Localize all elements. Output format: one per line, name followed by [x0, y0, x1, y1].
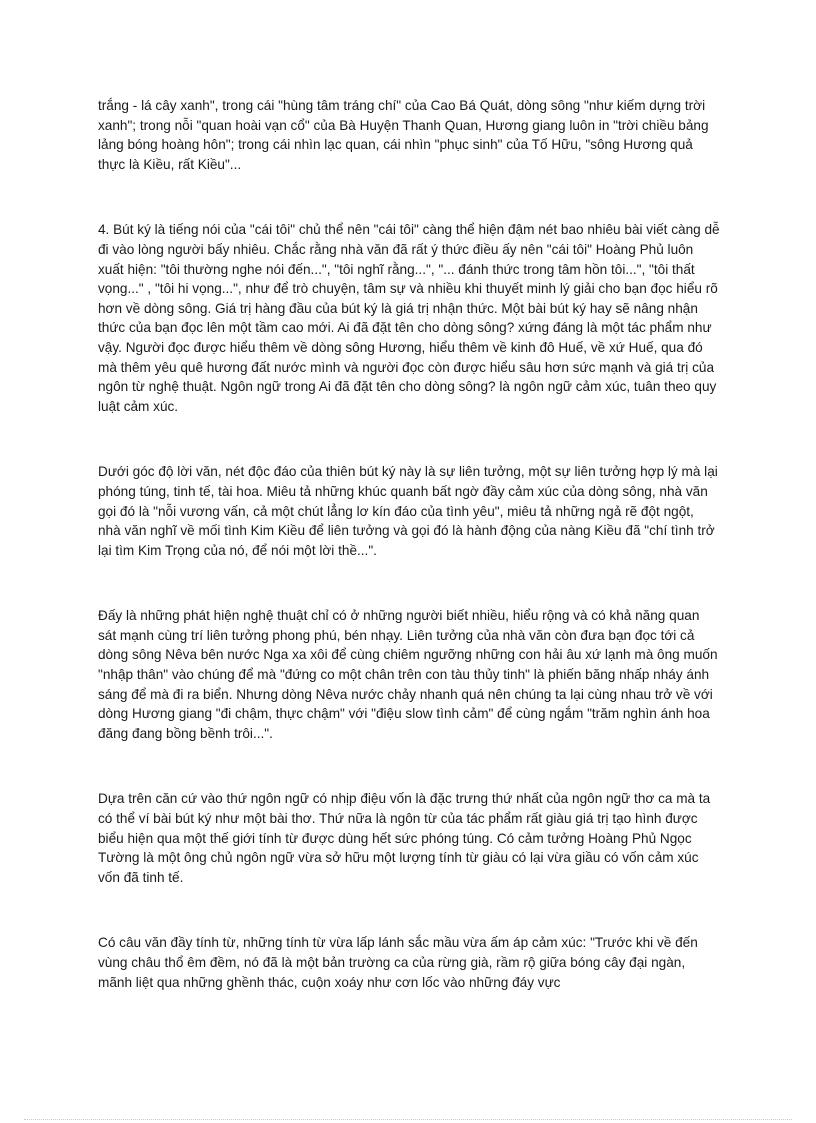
paragraph-4: Đấy là những phát hiện nghệ thuật chỉ có ở những người biết nhiều, hiểu rộng và có khả năng quan sát mạnh cùng trí liên tưởng phong phú, bén nhạy. Liên tưởng của nhà văn còn đưa bạn đọc tới cả dòng sông Nêva bên nước Nga xa xôi để cùng chiêm ngưỡng những con hải âu xứ lạnh mà ông muốn "nhập thân" vào chúng để mà "đứng co một chân trên con tàu thủy tinh" là phiến băng nhấp nháy ánh sáng để mà đi ra biển. Nhưng dòng Nêva nước chảy nhanh quá nên chúng ta lại cùng nhau trở về với dòng Hương giang "đi chậm, thực chậm" với "điệu slow tình cảm" để cùng ngắm "trăm nghìn ánh hoa đăng đang bồng bềnh trôi...". [98, 608, 718, 741]
paragraph-1: trắng - lá cây xanh", trong cái "hùng tâm tráng chí" của Cao Bá Quát, dòng sông "như kiếm dựng trời xanh"; trong nỗi "quan hoài vạn cổ" của Bà Huyện Thanh Quan, Hương giang luôn in "trời chiều bảng lảng bóng hoàng hôn"; trong cái nhìn lạc quan, cái nhìn "phục sinh" của Tố Hữu, "sông Hương quả thực là Kiều, rất Kiều"... [98, 98, 709, 172]
document-body [98, 96, 720, 992]
paragraph-5: Dựa trên căn cứ vào thứ ngôn ngữ có nhịp điệu vốn là đặc trưng thứ nhất của ngôn ngữ thơ ca mà ta có thể ví bài bút ký như một bài thơ. Thứ nữa là ngôn từ của tác phẩm rất giàu giá trị tạo hình được biểu hiện qua một thế giới tính từ được dùng hết sức phóng túng. Có cảm tưởng Hoàng Phủ Ngọc Tường là một ông chủ ngôn ngữ vừa sở hữu một lượng tính từ giàu có lại vừa giầu có vốn cảm xúc vốn đã tinh tế. [98, 791, 711, 885]
paragraph-3: Dưới góc độ lời văn, nét độc đáo của thiên bút ký này là sự liên tưởng, một sự liên tưởng hợp lý mà lại phóng túng, tinh tế, tài hoa. Miêu tả những khúc quanh bất ngờ đầy cảm xúc của dòng sông, nhà văn gọi đó là "nỗi vương vấn, cả một chút lẳng lơ kín đáo của tình yêu", miêu tả những ngả rẽ đột ngột, nhà văn nghĩ về mối tình Kim Kiều để liên tưởng và gọi đó là hành động của nàng Kiều đã "chí tình trở lại tìm Kim Trọng của nó, để nói một lời thề...". [98, 464, 718, 558]
paragraph-6: Có câu văn đầy tính từ, những tính từ vừa lấp lánh sắc mầu vừa ấm áp cảm xúc: "Trước khi về đến vùng châu thổ êm đềm, nó đã là một bản trường ca của rừng già, rầm rộ giữa bóng cây đại ngàn, mãnh liệt qua những ghềnh thác, cuộn xoáy như cơn lốc vào những đáy vực [98, 935, 698, 990]
paragraph-2: 4. Bút ký là tiếng nói của "cái tôi" chủ thể nên "cái tôi" càng thể hiện đậm nét bao nhiêu bài viết càng dễ đi vào lòng người bấy nhiêu. Chắc rằng nhà văn đã rất ý thức điều ấy nên "cái tôi" Hoàng Phủ luôn xuất hiện: "tôi thường nghe nói đến...", "tôi nghĩ rằng...", "... đánh thức trong tâm hồn tôi...", "tôi thất vọng..." , "tôi hi vọng...", như để trò chuyện, tâm sự và nhiều khi thuyết minh lý giải cho bạn đọc hiểu rõ hơn về dòng sông. Giá trị hàng đầu của bút ký là giá trị nhận thức. Một bài bút ký hay sẽ nâng nhận thức của bạn đọc lên một tầm cao mới. Ai đã đặt tên cho dòng sông? xứng đáng là một tác phẩm như vậy. Người đọc được hiểu thêm về dòng sông Hương, hiểu thêm về kinh đô Huế, về xứ Huế, qua đó mà thêm yêu quê hương đất nước mình và người đọc còn được hiểu sâu hơn sức mạnh và giá trị của ngôn từ nghệ thuật. Ngôn ngữ trong Ai đã đặt tên cho dòng sông? là ngôn ngữ cảm xúc, tuân theo quy luật cảm xúc. [98, 222, 720, 414]
page-bottom-divider [24, 1119, 792, 1120]
